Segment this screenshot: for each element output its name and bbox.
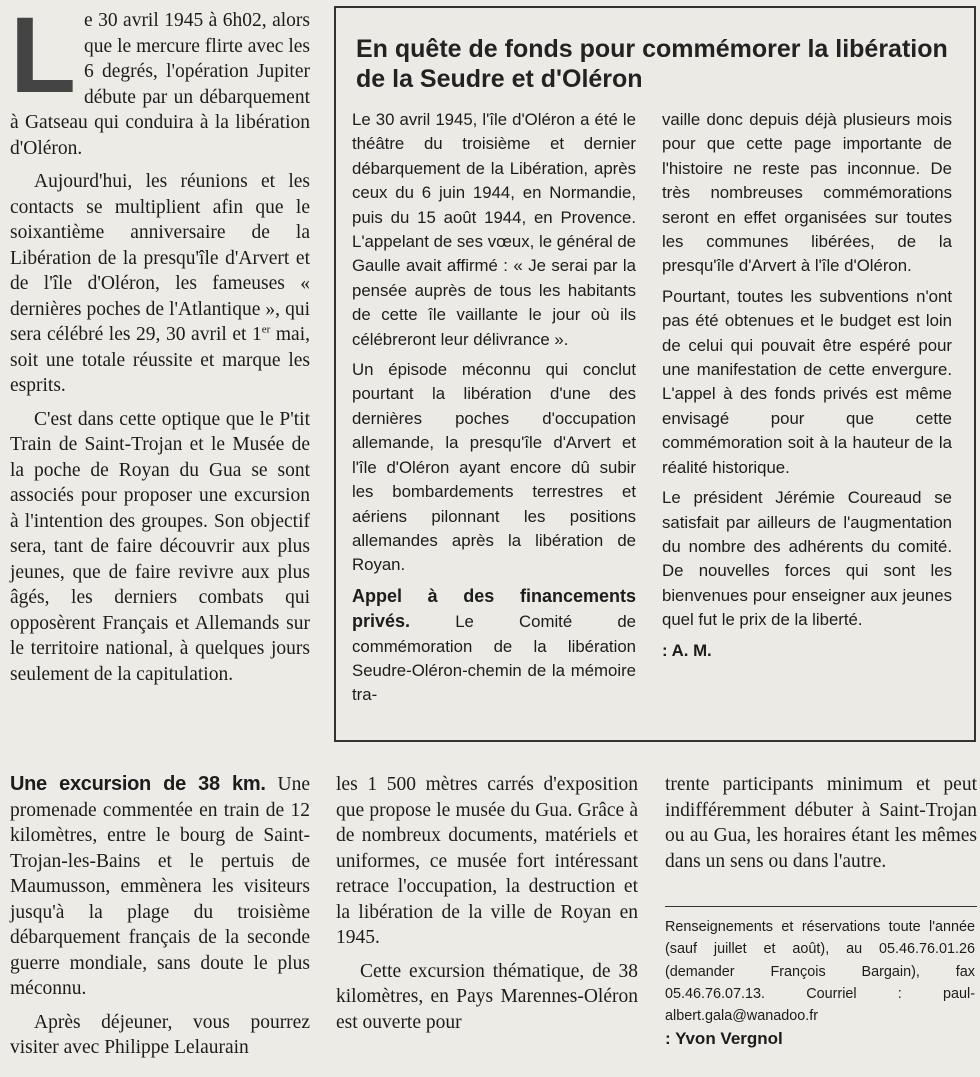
sidebar-paragraph-2: Un épisode méconnu qui conclut pourtant la libération d'une des dernières poches d'occupation allemande, la presqu'île d'Arvert et l'île d'Oléron ayant encore dû subir les bombardements terrestres et aériens pilonnant les positions allemandes après la libération de Royan. — [352, 360, 636, 575]
main-article-column-3 — [336, 772, 638, 1043]
ordinal-superscript: er — [261, 323, 271, 336]
main-article-column-2 — [10, 772, 310, 1069]
author-signature: : Yvon Vergnol — [665, 1029, 783, 1049]
sidebar-subhead: Appel à des financements privés. — [352, 585, 636, 632]
article-paragraph-5: Après déjeuner, vous pourrez visiter avec Philippe Lelaurain — [10, 1011, 310, 1058]
article-paragraph-2-text: Aujourd'hui, les réunions et les contacts se multiplient afin que le soixantième anniversaire de la Libération de la presqu'île d'Arvert et de l'île d'Oléron, les fameuses « dernières poches de l'Atlantique », qui sera célébré les 29, 30 avril et 1 — [10, 171, 310, 345]
drop-cap: L — [10, 0, 76, 115]
main-article-column-1 — [10, 0, 310, 695]
sidebar-title: En quête de fonds pour commémorer la libération de la Seudre et d'Oléron — [356, 35, 948, 93]
sidebar-paragraph-1: Le 30 avril 1945, l'île d'Oléron a été le théâtre du troisième et dernier débarquement de la Libération, après ceux du 6 juin 1944, en Normandie, puis du 15 août 1944, en Provence. L'appelant de ses vœux, le général de Gaulle avait affirmé : « Je serai par la pensée auprès de tous les habitants de cette île vaillante le jour où ils célébreront leur délivrance ». — [352, 110, 637, 349]
article-paragraph-2-end: mai, soit une totale réussite et marque les esprits. — [10, 324, 310, 396]
sidebar-column-1 — [352, 108, 636, 714]
sidebar-paragraph-5: Pourtant, toutes les subventions n'ont pas été obtenues et le budget est loin de celui qui pouvait être espéré pour une manifestation de cette envergure. L'appel à des fonds privés est même envisagé pour que cette commémoration soit à la hauteur de la réalité historique. — [662, 286, 952, 477]
article-paragraph-6: les 1 500 mètres carrés d'exposition que propose le musée du Gua. Grâce à de nombreux documents, matériels et uniformes, ce musée fort intéressant retrace l'occupation, la destruction et la libération de la ville de Royan en 1945. — [336, 774, 638, 948]
main-article-column-4 — [665, 772, 977, 882]
article-paragraph-4 — [10, 772, 310, 1002]
info-divider — [665, 906, 977, 907]
article-paragraph-7: Cette excursion thématique, de 38 kilomètres, en Pays Marennes-Oléron est ouverte pour — [336, 960, 638, 1033]
article-paragraph-1: e 30 avril 1945 à 6h02, alors que le mercure flirte avec les 6 degrés, l'opération Jupiter débute par un débarquement à Gatseau qui conduira à la libération d'Oléron. — [10, 10, 310, 159]
article-paragraph-3: C'est dans cette optique que le P'tit Train de Saint-Trojan et le Musée de la poche de Royan du Gua se sont associés pour proposer une excursion à l'intention des groupes. Son objectif sera, tant de faire découvrir aux plus jeunes, que de faire revivre aux plus âgés, les derniers combats qui opposèrent Français et Allemands sur le territoire national, à quelques jours seulement de la capitulation. — [10, 408, 310, 685]
article-paragraph-4-text: Une promenade commentée en train de 12 kilomètres, entre le bourg de Saint-Trojan-les-Bains et le pertuis de Maumusson, emmènera les visiteurs jusqu'à la plage du troisième débarquement français de la seconde guerre mondiale, sans doute le plus méconnu. — [10, 774, 310, 999]
article-paragraph-8: trente participants minimum et peut indifféremment débuter à Saint-Trojan ou au Gua, les horaires étant les mêmes dans un sens ou dans l'autre. — [665, 774, 977, 872]
article-paragraph-2 — [10, 169, 310, 399]
sidebar-paragraph-3-text: Le Comité de commémoration de la libération Seudre-Oléron-chemin de la mémoire tra- — [352, 612, 636, 705]
sidebar-paragraph-4: vaille donc depuis déjà plusieurs mois pour que cette page importante de l'histoire ne reste pas inconnue. De très nombreuses commémorations seront en effet organisées sur toutes les communes libérées, de la presqu'île d'Arvert à l'île d'Oléron. — [662, 110, 952, 276]
info-box — [665, 916, 975, 1049]
sidebar-box — [334, 6, 976, 742]
info-text: Renseignements et réservations toute l'année (sauf juillet et août), au 05.46.76.01.26 (demander François Bargain), fax 05.46.76.07.13. Courriel : paul-albert.gala@wanadoo.fr — [665, 919, 975, 1025]
sidebar-column-2 — [662, 108, 952, 669]
sidebar-paragraph-6: Le président Jérémie Coureaud se satisfait par ailleurs de l'augmentation du nombre des adhérents du comité. De nouvelles forces qui sont les bienvenues pour enseigner aux jeunes quel fut le prix de la liberté. — [662, 488, 952, 630]
article-subhead: Une excursion de 38 km. — [10, 773, 266, 795]
sidebar-signature: : A. M. — [662, 640, 712, 660]
sidebar-paragraph-3 — [352, 584, 636, 708]
